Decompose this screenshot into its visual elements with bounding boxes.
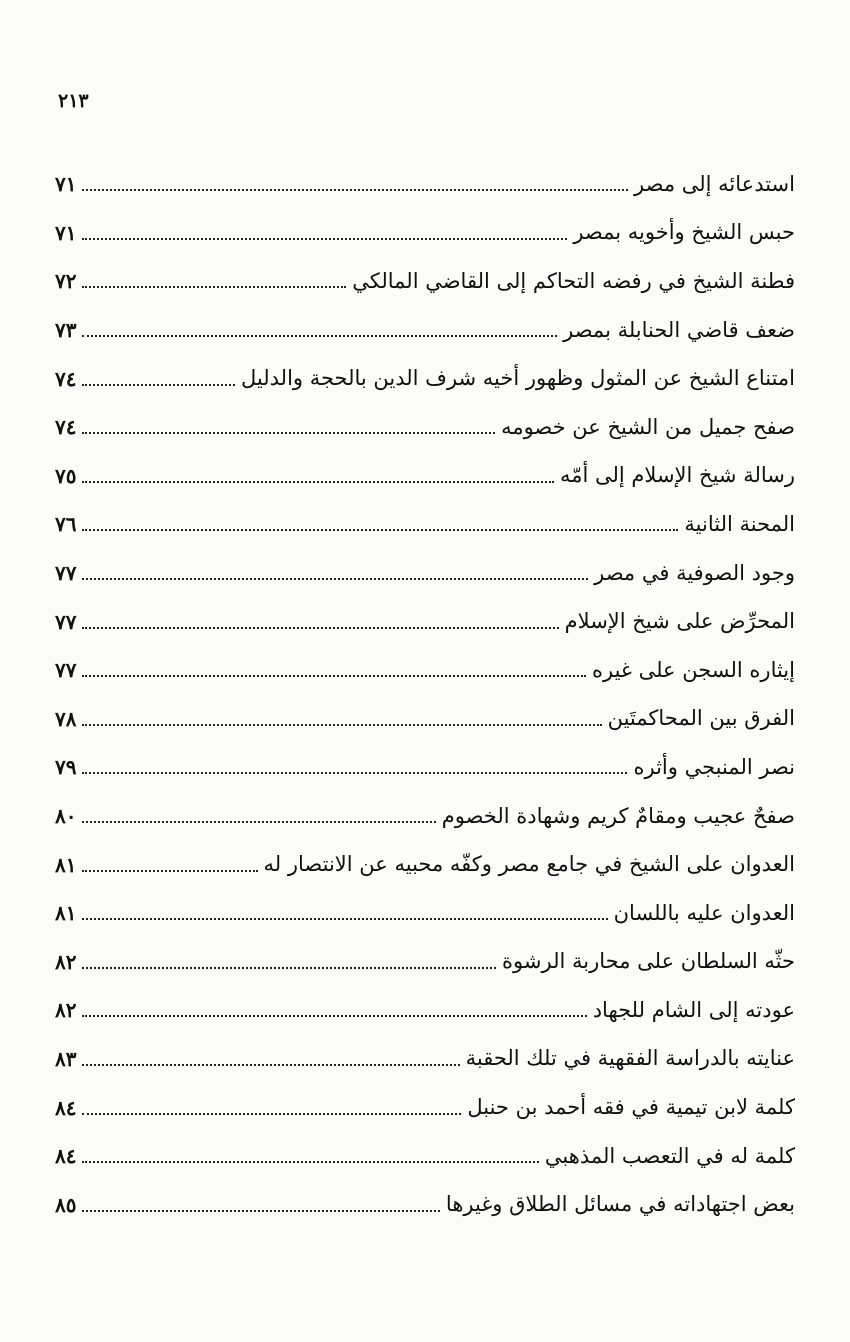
- toc-entry: [55, 306, 795, 355]
- toc-entry-page: ٨٥: [55, 1192, 77, 1217]
- toc-entry-page: ٧٥: [55, 463, 77, 488]
- leader-dots: [82, 967, 496, 969]
- toc-entry-page: ٧٧: [55, 561, 77, 586]
- toc-entry-page: ٧٦: [55, 512, 77, 537]
- toc-entry: [55, 500, 795, 549]
- toc-entry-page: ٧١: [55, 172, 77, 197]
- toc-entry-title: نصر المنبجي وأثره: [633, 754, 795, 779]
- toc-entry-title: إيثاره السجن على غيره: [592, 657, 795, 682]
- toc-entry: [55, 1180, 795, 1229]
- toc-entry: [55, 1083, 795, 1132]
- toc-entry-title: العدوان عليه باللسان: [613, 900, 795, 925]
- toc-entry-page: ٨٣: [55, 1046, 77, 1071]
- toc-entry-title: العدوان على الشيخ في جامع مصر وكفّه محبيه عن الانتصار له: [263, 852, 795, 877]
- leader-dots: [82, 1064, 459, 1066]
- toc-entry: [55, 889, 795, 938]
- toc-entry: [55, 209, 795, 258]
- leader-dots: [82, 578, 588, 580]
- toc-entry: [55, 597, 795, 646]
- toc-entry-title: المحنة الثانية: [684, 511, 795, 536]
- leader-dots: [82, 1113, 461, 1115]
- toc-entry-page: ٧٧: [55, 609, 77, 634]
- toc-entry: [55, 257, 795, 306]
- leader-dots: [82, 675, 586, 677]
- toc-entry-title: المحرِّض على شيخ الإسلام: [564, 609, 795, 634]
- toc-entry-title: ضعف قاضي الحنابلة بمصر: [563, 317, 795, 342]
- toc-entry-page: ٨١: [55, 852, 77, 877]
- leader-dots: [82, 286, 346, 288]
- toc-entry-title: صفح جميل من الشيخ عن خصومه: [501, 414, 795, 439]
- toc-entry: [55, 403, 795, 452]
- toc-entry-title: كلمة لابن تيمية في فقه أحمد بن حنبل: [467, 1095, 795, 1120]
- leader-dots: [82, 772, 627, 774]
- table-of-contents: [55, 160, 795, 1229]
- toc-entry: [55, 1132, 795, 1181]
- toc-entry: [55, 792, 795, 841]
- leader-dots: [82, 1210, 439, 1212]
- toc-entry-page: ٧٣: [55, 318, 77, 343]
- leader-dots: [82, 1161, 538, 1163]
- toc-entry: [55, 695, 795, 744]
- leader-dots: [82, 481, 554, 483]
- toc-entry-title: استدعائه إلى مصر: [634, 171, 795, 196]
- leader-dots: [82, 870, 257, 872]
- toc-entry: [55, 452, 795, 501]
- toc-entry-page: ٧٩: [55, 755, 77, 780]
- toc-entry: [55, 549, 795, 598]
- leader-dots: [82, 335, 557, 337]
- leader-dots: [82, 189, 628, 191]
- toc-entry: [55, 743, 795, 792]
- toc-entry-page: ٨٢: [55, 949, 77, 974]
- toc-entry-title: رسالة شيخ الإسلام إلى أمّه: [560, 463, 795, 488]
- toc-entry-title: عودته إلى الشام للجهاد: [592, 997, 795, 1022]
- toc-entry-title: الفرق بين المحاكمتَين: [607, 706, 795, 731]
- leader-dots: [82, 238, 567, 240]
- toc-entry-page: ٧٢: [55, 269, 77, 294]
- toc-entry: [55, 354, 795, 403]
- leader-dots: [82, 529, 678, 531]
- toc-entry-page: ٨٢: [55, 998, 77, 1023]
- toc-entry-title: بعض اجتهاداته في مسائل الطلاق وغيرها: [445, 1192, 795, 1217]
- toc-entry-title: حثّه السلطان على محاربة الرشوة: [502, 949, 795, 974]
- toc-entry-page: ٧٤: [55, 366, 77, 391]
- toc-entry: [55, 160, 795, 209]
- leader-dots: [82, 821, 435, 823]
- toc-entry: [55, 840, 795, 889]
- toc-entry-page: ٧٨: [55, 706, 77, 731]
- toc-entry-title: كلمة له في التعصب المذهبي: [544, 1143, 795, 1168]
- toc-entry-title: امتناع الشيخ عن المثول وظهور أخيه شرف الدين بالحجة والدليل: [241, 366, 795, 391]
- toc-entry: [55, 938, 795, 987]
- toc-entry: [55, 1035, 795, 1084]
- toc-entry-title: حبس الشيخ وأخويه بمصر: [573, 220, 795, 245]
- toc-entry: [55, 646, 795, 695]
- toc-entry-page: ٨٤: [55, 1095, 77, 1120]
- page-number: ٢١٣: [58, 90, 89, 112]
- leader-dots: [82, 1015, 586, 1017]
- leader-dots: [82, 432, 495, 434]
- toc-entry-page: ٨١: [55, 901, 77, 926]
- toc-entry-page: ٧١: [55, 220, 77, 245]
- toc-entry-page: ٧٧: [55, 658, 77, 683]
- leader-dots: [82, 384, 235, 386]
- toc-entry-title: عنايته بالدراسة الفقهية في تلك الحقبة: [465, 1046, 795, 1071]
- toc-entry-page: ٧٤: [55, 415, 77, 440]
- leader-dots: [82, 627, 558, 629]
- toc-entry-title: فطنة الشيخ في رفضه التحاكم إلى القاضي المالكي: [352, 268, 795, 293]
- leader-dots: [82, 724, 601, 726]
- toc-entry-title: صفحٌ عجيب ومقامٌ كريم وشهادة الخصوم: [441, 803, 795, 828]
- toc-entry-title: وجود الصوفية في مصر: [594, 560, 795, 585]
- leader-dots: [82, 918, 607, 920]
- toc-entry: [55, 986, 795, 1035]
- toc-entry-page: ٨٤: [55, 1144, 77, 1169]
- toc-entry-page: ٨٠: [55, 804, 77, 829]
